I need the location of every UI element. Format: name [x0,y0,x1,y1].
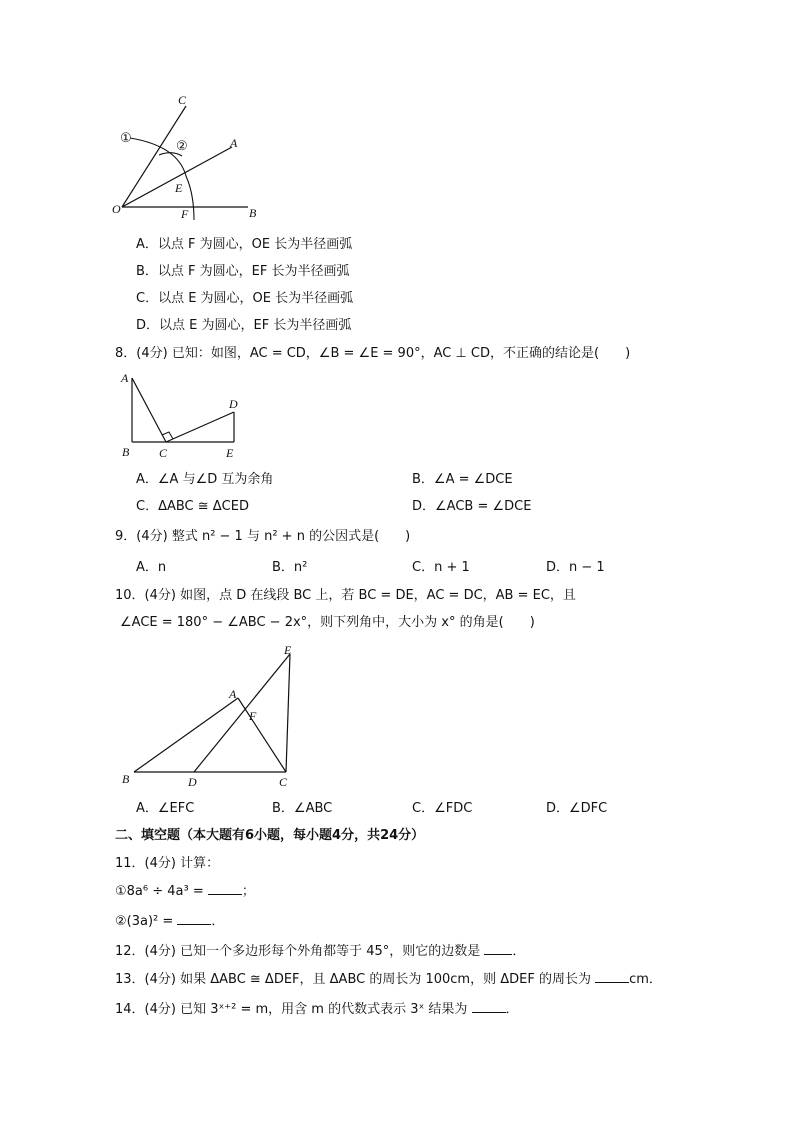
answer-blank[interactable] [484,942,512,955]
section-title: 二、填空题（本大题有6小题，每小题4分，共24分） [115,828,425,843]
q13-end: cm． [629,972,662,987]
q11-part1 [115,880,255,899]
label-C: C [279,775,288,789]
q8-option-c: C．ΔABC ≅ ΔCED [136,499,249,514]
q10-option-a: A．∠EFC [136,801,195,816]
answer-blank[interactable] [177,912,211,925]
label-C: C [159,446,168,460]
q12-stem: 12．(4分) 已知一个多边形每个外角都等于 45°，则它的边数是 [115,944,481,959]
q11-part1-expr: ①8a⁶ ÷ 4a³ = [115,884,204,899]
q12-end: ． [512,944,526,959]
q10-stem-line2: ∠ACE = 180° − ∠ABC − 2x°，则下列角中，大小为 x° 的角是( ) [120,615,535,630]
q7-option-c: C．以点 E 为圆心，OE 长为半径画弧 [136,291,354,306]
label-F: F [181,207,189,221]
label-arc-1: ① [120,130,132,145]
q11-part1-end: ； [241,884,255,899]
q11-part2-end: ． [211,914,225,929]
q10-stem-line1: 10．(4分) 如图，点 D 在线段 BC 上，若 BC = DE，AC = DC，AB = EC，且 [115,588,576,603]
q11-stem: 11．(4分) 计算： [115,856,220,871]
answer-blank[interactable] [472,1000,506,1013]
label-B: B [249,206,257,220]
q7-option-a: A．以点 F 为圆心，OE 长为半径画弧 [136,237,353,252]
label-D: D [229,397,238,411]
label-A: A [230,136,238,150]
label-E: E [284,643,292,657]
label-B: B [122,445,130,459]
q12 [115,940,525,959]
q11-part2-expr: ②(3a)² = [115,914,174,929]
q9-option-d: D．n − 1 [546,560,605,575]
q10-figure [118,640,308,790]
q7-option-b: B．以点 F 为圆心，EF 长为半径画弧 [136,264,350,279]
q13 [115,968,662,987]
label-D: D [188,775,197,789]
label-B: B [122,772,130,786]
label-C: C [178,93,187,107]
construction-figure [112,92,272,224]
label-F: F [249,709,257,723]
q9-option-b: B．n² [272,560,308,575]
q10-option-d: D．∠DFC [546,801,608,816]
q14-stem: 14．(4分) 已知 3ˣ⁺² = m，用含 m 的代数式表示 3ˣ 结果为 [115,1002,468,1017]
answer-blank[interactable] [595,970,629,983]
q13-stem: 13．(4分) 如果 ΔABC ≅ ΔDEF，且 ΔABC 的周长为 100cm，则 ΔDEF 的周长为 [115,972,591,987]
q11-part2 [115,910,224,929]
q8-figure [116,368,246,460]
q10-option-c: C．∠FDC [412,801,473,816]
label-A: A [121,371,129,385]
q14-end: ． [505,1002,519,1017]
q9-stem: 9．(4分) 整式 n² − 1 与 n² + n 的公因式是( ) [115,529,411,544]
q14 [115,998,519,1017]
answer-blank[interactable] [208,882,242,895]
q10-option-b: B．∠ABC [272,801,333,816]
q8-stem: 8．(4分) 已知：如图，AC = CD，∠B = ∠E = 90°，AC ⊥ CD，不正确的结论是( ) [115,346,631,361]
label-arc-2: ② [176,138,188,153]
q7-option-d: D．以点 E 为圆心，EF 长为半径画弧 [136,318,352,333]
label-A: A [229,687,237,701]
label-E: E [175,181,183,195]
q8-option-a: A．∠A 与∠D 互为余角 [136,472,274,487]
q8-option-d: D．∠ACB = ∠DCE [412,499,532,514]
q9-option-c: C．n + 1 [412,560,470,575]
q8-option-b: B．∠A = ∠DCE [412,472,513,487]
q9-option-a: A．n [136,560,167,575]
label-O: O [112,202,121,216]
label-E: E [226,446,234,460]
